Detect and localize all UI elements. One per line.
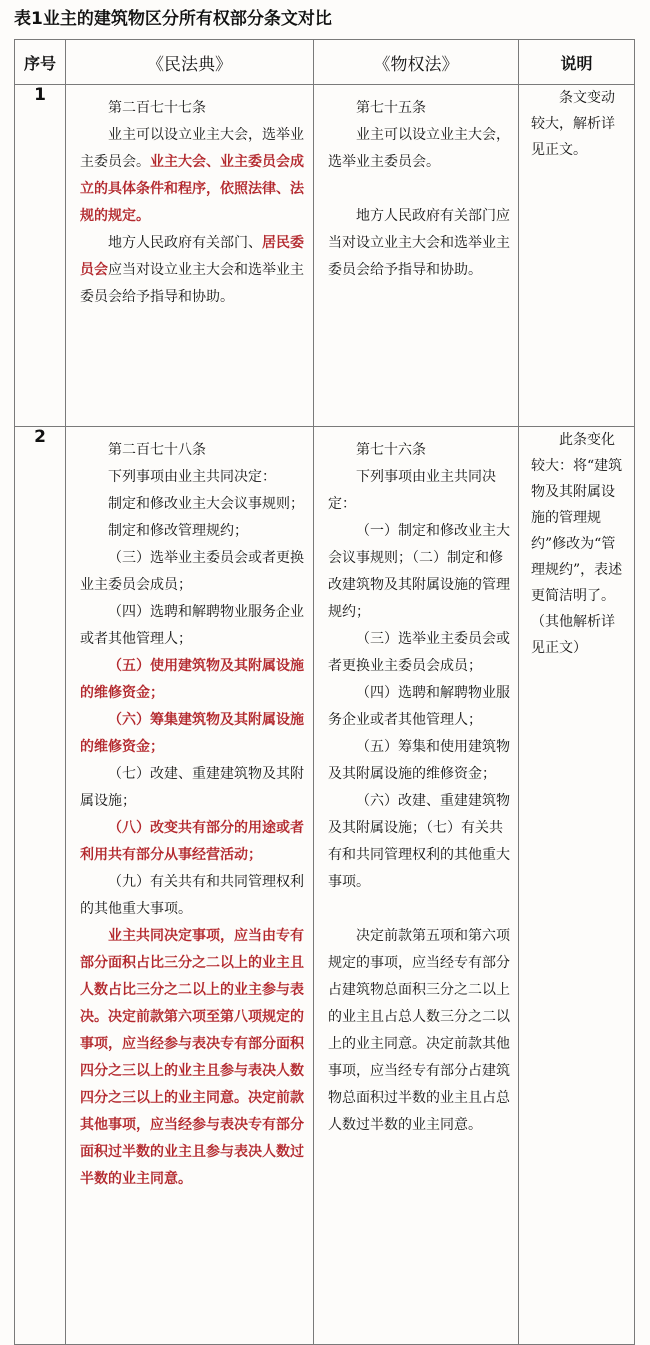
- paragraph: [531, 85, 626, 163]
- text-run: （四）选聘和解聘物业服务企业或者其他管理人；: [328, 685, 510, 728]
- paragraph: [328, 95, 510, 122]
- paragraph: [531, 427, 626, 661]
- paragraph: [328, 626, 510, 680]
- text-run: 业主可以设立业主大会，选举业主委员会。: [80, 127, 304, 170]
- paragraph: [80, 761, 305, 815]
- table-row: [15, 427, 635, 1345]
- paragraph: [80, 545, 305, 599]
- paragraph: [328, 518, 510, 626]
- paragraph: [328, 680, 510, 734]
- paragraph: [80, 923, 305, 1193]
- paragraph: [328, 203, 510, 284]
- text-run: 地方人民政府有关部门应当对设立业主大会和选举业主委员会给予指导和协助。: [328, 208, 510, 278]
- text-run: 第七十六条: [356, 442, 426, 458]
- paragraph: [80, 230, 305, 311]
- text-run: （五）筹集和使用建筑物及其附属设施的维修资金；: [328, 739, 510, 782]
- text-run: 此条变化较大：将“建筑物及其附属设施的管理规约”修改为“管理规约”，表述更简洁明了。（其他解析详见正文）: [531, 432, 623, 656]
- paragraph: [80, 518, 305, 545]
- paragraph: [80, 869, 305, 923]
- header-note: 说明: [519, 40, 635, 85]
- text-run: 地方人民政府有关部门、: [108, 235, 262, 251]
- paragraph-gap: [328, 176, 510, 203]
- property-law-cell: [314, 85, 519, 427]
- highlighted-text: 居民委员会: [80, 235, 304, 278]
- paragraph: [80, 707, 305, 761]
- text-run: （一）制定和修改业主大会议事规则；（二）制定和修改建筑物及其附属设施的管理规约；: [328, 523, 510, 620]
- note-cell: [519, 85, 635, 427]
- note-cell: [519, 427, 635, 1345]
- text-run: 制定和修改业主大会议事规则；: [108, 496, 304, 512]
- paragraph: [80, 653, 305, 707]
- header-civil-code: 《民法典》: [66, 40, 314, 85]
- highlighted-text: （六）筹集建筑物及其附属设施的维修资金；: [80, 712, 304, 755]
- text-run: 第七十五条: [356, 100, 426, 116]
- header-property-law: 《物权法》: [314, 40, 519, 85]
- header-num: 序号: [15, 40, 66, 85]
- paragraph: [328, 734, 510, 788]
- row-number: 2: [15, 427, 66, 1345]
- text-run: （三）选举业主委员会或者更换业主委员会成员；: [328, 631, 510, 674]
- highlighted-text: 业主大会、业主委员会成立的具体条件和程序，依照法律、法规的规定。: [80, 154, 304, 224]
- paragraph-gap: [328, 896, 510, 923]
- paragraph: [328, 788, 510, 896]
- table-row: [15, 85, 635, 427]
- highlighted-text: 业主共同决定事项，应当由专有部分面积占比三分之二以上的业主且人数占比三分之二以上的业主参与表决。决定前款第六项至第八项规定的事项，应当经参与表决专有部分面积四分之三以上的业主且参与表决人数四分之三以上的业主同意。决定前款其他事项，应当经参与表决专有部分面积过半数的业主且参与表决人数过半数的业主同意。: [80, 928, 304, 1187]
- text-run: （九）有关共有和共同管理权利的其他重大事项。: [80, 874, 304, 917]
- highlighted-text: （五）使用建筑物及其附属设施的维修资金；: [80, 658, 304, 701]
- paragraph: [80, 491, 305, 518]
- paragraph: [80, 122, 305, 230]
- text-run: 决定前款第五项和第六项规定的事项，应当经专有部分占建筑物总面积三分之二以上的业主且占总人数三分之二以上的业主同意。决定前款其他事项，应当经专有部分占建筑物总面积过半数的业主且占总人数过半数的业主同意。: [328, 928, 510, 1133]
- civil-code-cell: [66, 85, 314, 427]
- comparison-table: [14, 39, 635, 1345]
- text-run: 应当对设立业主大会和选举业主委员会给予指导和协助。: [80, 262, 304, 305]
- text-run: 第二百七十七条: [108, 100, 206, 116]
- text-run: （四）选聘和解聘物业服务企业或者其他管理人；: [80, 604, 304, 647]
- row-number: 1: [15, 85, 66, 427]
- paragraph: [328, 464, 510, 518]
- highlighted-text: （八）改变共有部分的用途或者利用共有部分从事经营活动；: [80, 820, 304, 863]
- text-run: 业主可以设立业主大会，选举业主委员会。: [328, 127, 510, 170]
- header-row: [15, 40, 635, 85]
- paragraph: [328, 437, 510, 464]
- paragraph: [80, 95, 305, 122]
- table-title: 表1业主的建筑物区分所有权部分条文对比: [14, 9, 332, 29]
- civil-code-cell: [66, 427, 314, 1345]
- text-run: 第二百七十八条: [108, 442, 206, 458]
- text-run: 下列事项由业主共同决定：: [108, 469, 276, 485]
- text-run: 条文变动较大，解析详见正文。: [531, 90, 615, 158]
- paragraph: [80, 437, 305, 464]
- paragraph: [80, 464, 305, 491]
- text-run: （三）选举业主委员会或者更换业主委员会成员；: [80, 550, 304, 593]
- text-run: 下列事项由业主共同决定：: [328, 469, 496, 512]
- text-run: （七）改建、重建建筑物及其附属设施；: [80, 766, 304, 809]
- text-run: （六）改建、重建建筑物及其附属设施；（七）有关共有和共同管理权利的其他重大事项。: [328, 793, 510, 890]
- paragraph: [80, 599, 305, 653]
- paragraph: [80, 815, 305, 869]
- text-run: 制定和修改管理规约；: [108, 523, 248, 539]
- paragraph: [328, 122, 510, 176]
- paragraph: [328, 923, 510, 1139]
- property-law-cell: [314, 427, 519, 1345]
